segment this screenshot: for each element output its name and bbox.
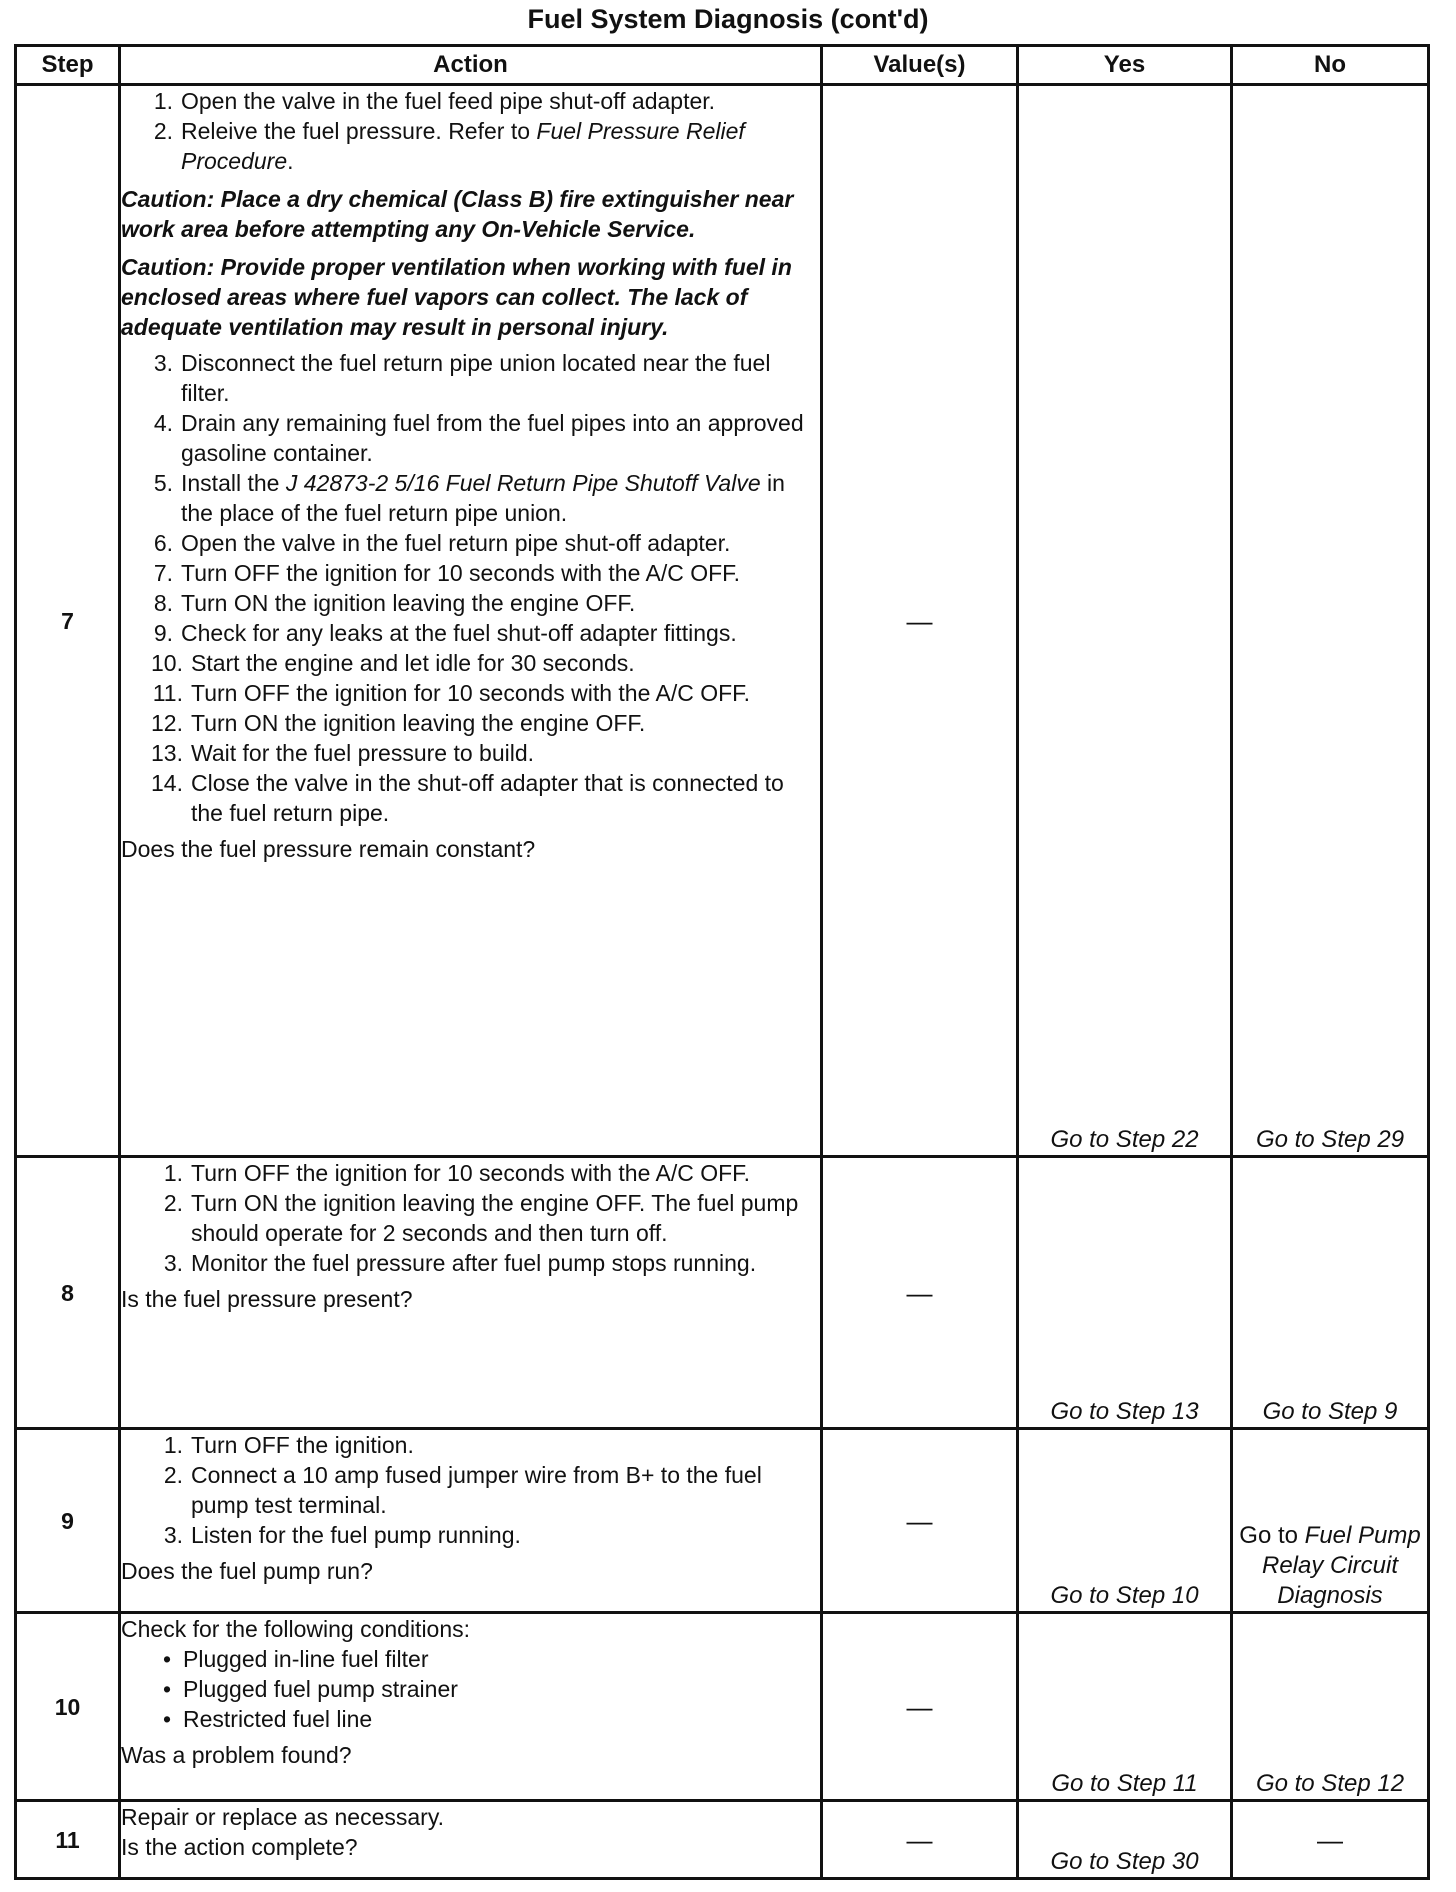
action-item: 5. Install the J 42873-2 5/16 Fuel Return Pipe Shutoff Valve in the place of the fuel return pipe union.: [153, 470, 785, 526]
value-cell: —: [822, 1613, 1018, 1801]
action-item: 3. Listen for the fuel pump running.: [163, 1522, 521, 1548]
tool-reference: J 42873-2 5/16 Fuel Return Pipe Shutoff Valve: [285, 470, 761, 496]
action-item: 8. Turn ON the ignition leaving the engine OFF.: [153, 590, 636, 616]
step-question: Was a problem found?: [121, 1742, 352, 1768]
action-item: 9. Check for any leaks at the fuel shut-off adapter fittings.: [153, 620, 737, 646]
action-item: 1. Open the valve in the fuel feed pipe shut-off adapter.: [153, 88, 716, 114]
page-title: Fuel System Diagnosis (cont'd): [527, 4, 929, 34]
yes-result: Go to Step 11: [1018, 1613, 1232, 1801]
action-item: 1. Turn OFF the ignition for 10 seconds with the A/C OFF.: [163, 1160, 751, 1186]
yes-result: Go to Step 10: [1018, 1429, 1232, 1613]
step-number: 9: [16, 1429, 120, 1613]
table-row-step-7: [16, 85, 1429, 1157]
step-number: 10: [16, 1613, 120, 1801]
conditions-intro: Check for the following conditions:: [121, 1616, 471, 1642]
value-cell: —: [822, 85, 1018, 1157]
action-item: 7. Turn OFF the ignition for 10 seconds with the A/C OFF.: [153, 560, 741, 586]
action-item: 10. Start the engine and let idle for 30 seconds.: [151, 650, 635, 676]
step-number: 8: [16, 1157, 120, 1429]
condition-item: • Restricted fuel line: [162, 1706, 373, 1732]
table-row-step-9: [16, 1429, 1429, 1613]
col-header-values: Value(s): [822, 46, 1018, 85]
action-item: 12. Turn ON the ignition leaving the engine OFF.: [151, 710, 646, 736]
col-header-yes: Yes: [1018, 46, 1232, 85]
value-cell: —: [822, 1157, 1018, 1429]
table-row-step-10: [16, 1613, 1429, 1801]
step-number: 7: [16, 85, 120, 1157]
col-header-no: No: [1232, 46, 1429, 85]
diagnosis-table: [14, 44, 1430, 1880]
step-question: Does the fuel pressure remain constant?: [121, 836, 536, 862]
action-item: 1. Turn OFF the ignition.: [163, 1432, 414, 1458]
no-result: Go to Fuel Pump Relay Circuit Diagnosis: [1232, 1429, 1429, 1613]
action-item: 2. Turn ON the ignition leaving the engine OFF. The fuel pump should operate for 2 seconds and then turn off.: [163, 1190, 799, 1246]
action-cell: [120, 1157, 822, 1429]
condition-item: • Plugged fuel pump strainer: [162, 1676, 458, 1702]
value-cell: —: [822, 1801, 1018, 1879]
step-number: 11: [16, 1801, 120, 1879]
no-result: Go to Step 12: [1232, 1613, 1429, 1801]
header-row: [16, 46, 1429, 85]
table-row-step-11: [16, 1801, 1429, 1879]
procedure-reference: Fuel Pressure Relief Procedure: [181, 118, 745, 174]
caution-note: Caution: Provide proper ventilation when working with fuel in enclosed areas where fuel vapors can collect. The lack of adequate ventilation may result in personal injury.: [121, 254, 792, 340]
yes-result: Go to Step 13: [1018, 1157, 1232, 1429]
no-result: —: [1232, 1801, 1429, 1879]
table-row-step-8: [16, 1157, 1429, 1429]
step-question: Is the action complete?: [121, 1834, 358, 1860]
action-item: 2. Connect a 10 amp fused jumper wire from B+ to the fuel pump test terminal.: [163, 1462, 762, 1518]
col-header-step: Step: [16, 46, 120, 85]
action-item: 13. Wait for the fuel pressure to build.: [151, 740, 535, 766]
action-item: 11. Turn OFF the ignition for 10 seconds with the A/C OFF.: [152, 680, 751, 706]
step-question: Does the fuel pump run?: [121, 1558, 373, 1584]
action-item: 4. Drain any remaining fuel from the fuel pipes into an approved gasoline container.: [153, 410, 804, 466]
action-cell: [120, 1429, 822, 1613]
condition-item: • Plugged in-line fuel filter: [162, 1646, 429, 1672]
caution-note: Caution: Place a dry chemical (Class B) fire extinguisher near work area before attempting any On-Vehicle Service.: [121, 186, 794, 242]
action-item: 6. Open the valve in the fuel return pipe shut-off adapter.: [153, 530, 731, 556]
action-item: 2. Releive the fuel pressure. Refer to Fuel Pressure Relief Procedure.: [153, 118, 745, 174]
no-result: Go to Step 9: [1232, 1157, 1429, 1429]
procedure-reference: Fuel Pump Relay Circuit Diagnosis: [1261, 1521, 1421, 1609]
action-cell: [120, 1613, 822, 1801]
col-header-action: Action: [120, 46, 822, 85]
action-item: 14. Close the valve in the shut-off adapter that is connected to the fuel return pipe.: [151, 770, 784, 826]
action-cell: [120, 85, 822, 1157]
no-result: Go to Step 29: [1232, 85, 1429, 1157]
action-cell: [120, 1801, 822, 1879]
yes-result: Go to Step 30: [1018, 1801, 1232, 1879]
action-instruction: Repair or replace as necessary.: [121, 1804, 444, 1830]
step-question: Is the fuel pressure present?: [121, 1286, 413, 1312]
value-cell: —: [822, 1429, 1018, 1613]
yes-result: Go to Step 22: [1018, 85, 1232, 1157]
action-item: 3. Monitor the fuel pressure after fuel pump stops running.: [163, 1250, 757, 1276]
action-item: 3. Disconnect the fuel return pipe union located near the fuel filter.: [153, 350, 771, 406]
